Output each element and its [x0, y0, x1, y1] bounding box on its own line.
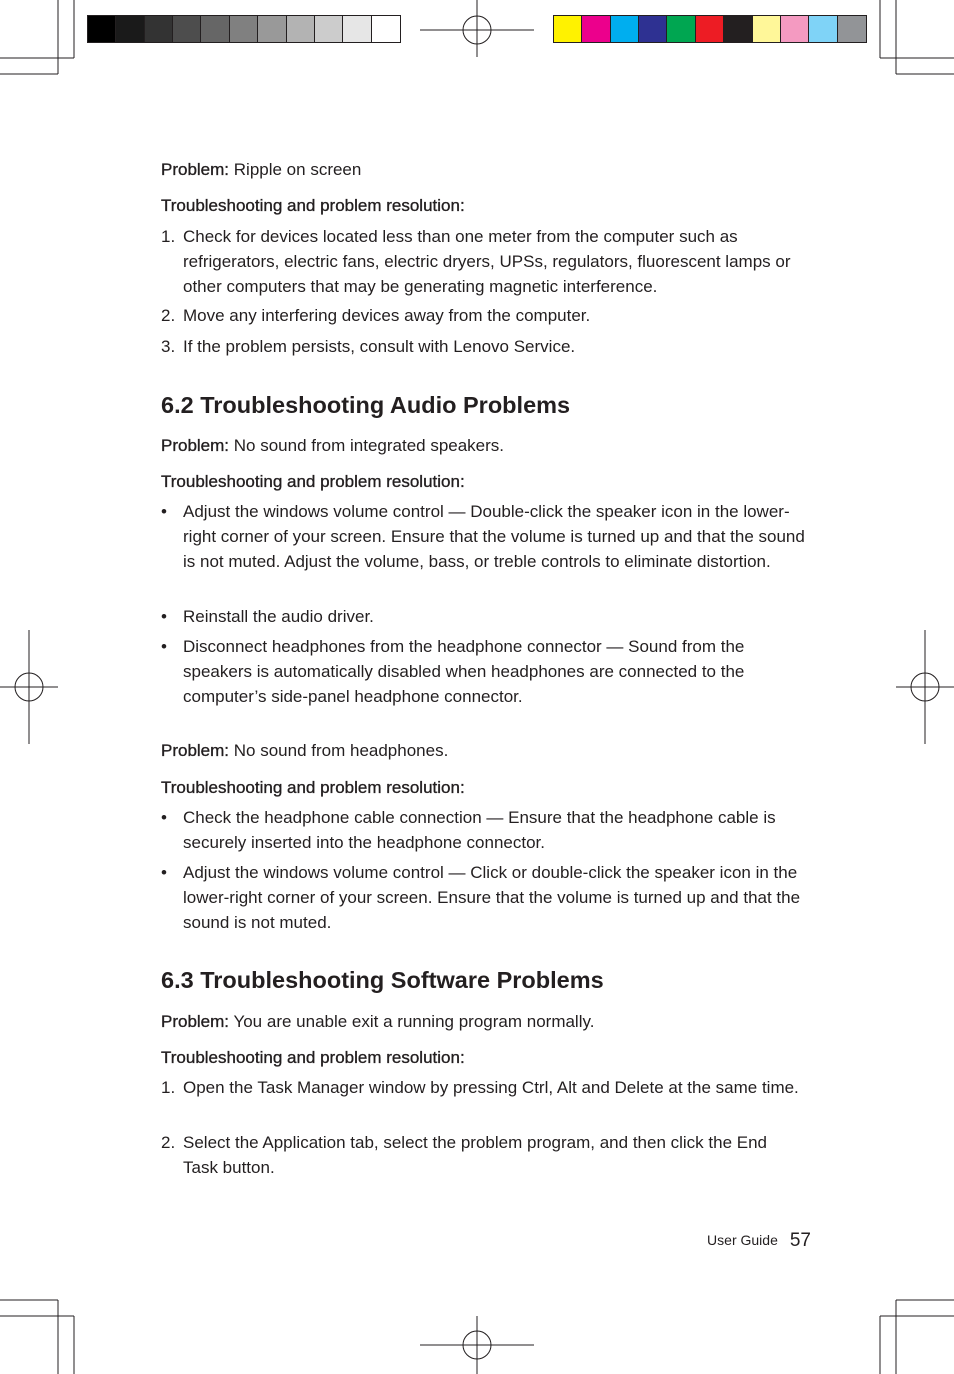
footer-label: User Guide [707, 1232, 778, 1248]
resolution-heading: Troubleshooting and problem resolution: [161, 472, 465, 491]
resolution-heading: Troubleshooting and problem resolution: [161, 196, 465, 215]
list-marker: 3. [161, 337, 176, 356]
list-text: Reinstall the audio driver. [183, 607, 374, 626]
problem-label: Problem: [161, 160, 230, 179]
bullet: • [161, 502, 167, 521]
color-swatch [639, 16, 667, 42]
list-item [161, 499, 811, 574]
problem-headphones [161, 738, 811, 763]
list-text: Select the Application tab, select the problem program, and then click the End Task button. [183, 1133, 768, 1177]
color-swatch [582, 16, 610, 42]
color-swatch [287, 16, 315, 42]
list-text: Check the headphone cable connection — Ensure that the headphone cable is securely inserted into the headphone connector. [183, 808, 776, 852]
bullet: • [161, 607, 167, 626]
problem-program-exit [161, 1009, 811, 1034]
problem-label: Problem: [161, 741, 230, 760]
list-item [161, 805, 811, 855]
section-heading-software: 6.3 Troubleshooting Software Problems [161, 967, 604, 993]
list-item [161, 860, 811, 935]
problem-text: No sound from integrated speakers. [233, 436, 505, 455]
list-marker: 1. [161, 1078, 176, 1097]
process-color-bar [553, 15, 867, 43]
color-swatch [696, 16, 724, 42]
bullet: • [161, 808, 167, 827]
bullet: • [161, 863, 167, 882]
list-item [161, 604, 811, 629]
resolution-heading: Troubleshooting and problem resolution: [161, 1048, 465, 1067]
list-item [161, 1130, 811, 1180]
problem-text: No sound from headphones. [233, 741, 449, 760]
list-text: Check for devices located less than one meter from the computer such as refrigerators, electric fans, electric dryers, UPSs, regulators, fluorescent lamps or other computers that may be generating magnetic interference. [183, 227, 791, 296]
bullet: • [161, 637, 167, 656]
color-swatch [809, 16, 837, 42]
problem-label: Problem: [161, 436, 230, 455]
list-text: Move any interfering devices away from the computer. [183, 306, 591, 325]
problem-ripple [161, 157, 811, 182]
page-number: 57 [789, 1230, 811, 1251]
color-swatch [258, 16, 286, 42]
list-item [161, 1075, 811, 1100]
section-heading-audio: 6.2 Troubleshooting Audio Problems [161, 392, 571, 418]
color-swatch [838, 16, 866, 42]
color-swatch [554, 16, 582, 42]
problem-integrated-speakers [161, 433, 811, 458]
color-swatch [315, 16, 343, 42]
color-swatch [667, 16, 695, 42]
color-swatch [724, 16, 752, 42]
color-swatch [88, 16, 116, 42]
list-text: Open the Task Manager window by pressing Ctrl, Alt and Delete at the same time. [183, 1078, 799, 1097]
list-marker: 2. [161, 1133, 176, 1152]
color-swatch [611, 16, 639, 42]
color-swatch [145, 16, 173, 42]
color-swatch [173, 16, 201, 42]
list-marker: 1. [161, 227, 176, 246]
grayscale-color-bar [87, 15, 401, 43]
list-item [161, 634, 811, 709]
color-swatch [230, 16, 258, 42]
list-item [161, 334, 811, 359]
color-swatch [781, 16, 809, 42]
list-item [161, 224, 811, 299]
resolution-heading: Troubleshooting and problem resolution: [161, 778, 465, 797]
list-text: Disconnect headphones from the headphone connector — Sound from the speakers is automatically disabled when headphones are connected to the computer’s side-panel headphone connector. [183, 637, 745, 706]
problem-text: You are unable exit a running program normally. [233, 1012, 595, 1031]
list-text: Adjust the windows volume control — Double-click the speaker icon in the lower-right corner of your screen. Ensure that the volume is turned up and that the sound is not muted. Adjust the volume, bass, or treble controls to eliminate distortion. [183, 502, 805, 571]
page-footer [707, 1228, 811, 1252]
color-swatch [343, 16, 371, 42]
problem-text: Ripple on screen [233, 160, 362, 179]
problem-label: Problem: [161, 1012, 230, 1031]
color-swatch [116, 16, 144, 42]
list-item [161, 303, 811, 328]
list-text: If the problem persists, consult with Lenovo Service. [183, 337, 576, 356]
color-swatch [201, 16, 229, 42]
color-swatch [372, 16, 400, 42]
color-swatch [753, 16, 781, 42]
list-marker: 2. [161, 306, 176, 325]
list-text: Adjust the windows volume control — Click or double-click the speaker icon in the lower-right corner of your screen. Ensure that the volume is turned up and that the sound is not muted. [183, 863, 801, 932]
